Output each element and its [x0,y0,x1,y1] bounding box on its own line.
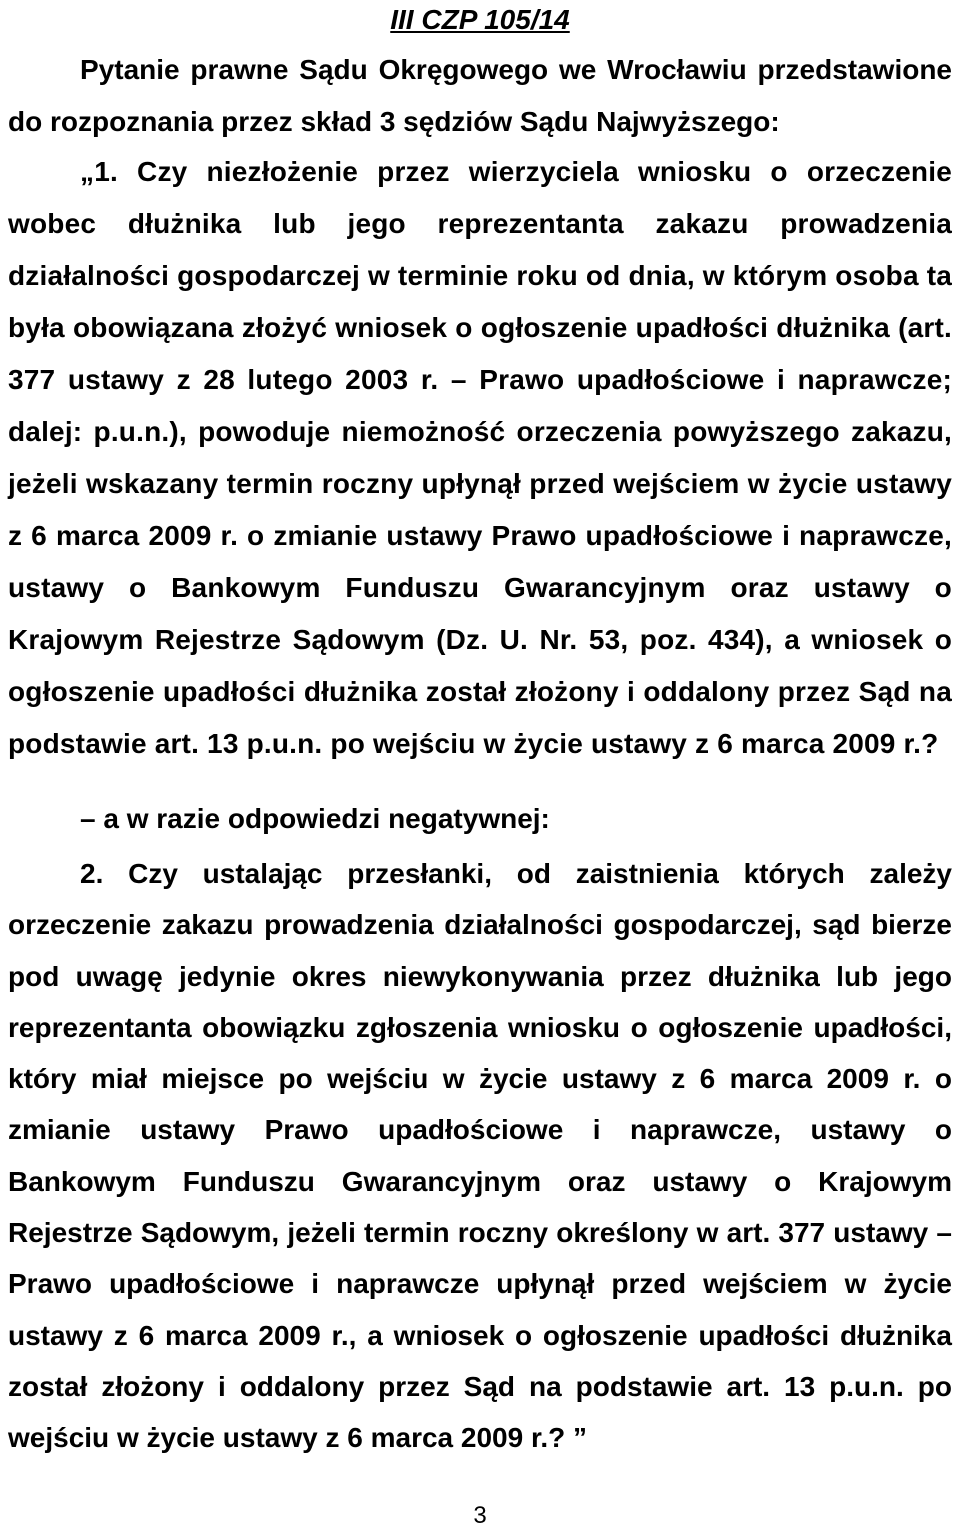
question-2-paragraph: 2. Czy ustalając przesłanki, od zaistnienia których zależy orzeczenie zakazu prowadzenia działalności gospodarczej, sąd bierze pod uwagę jedynie okres niewykonywania przez dłużnika lub jego reprezentanta obowiązku zgłoszenia wniosku o ogłoszenie upadłości, który miał miejsce po wejściu w życie ustawy z 6 marca 2009 r. o zmianie ustawy Prawo upadłościowe i naprawcze, ustawy o Bankowym Funduszu Gwarancyjnym oraz ustawy o Krajowym Rejestrze Sądowym, jeżeli termin roczny określony w art. 377 ustawy – Prawo upadłościowe i naprawcze upłynął przed wejściem w życie ustawy z 6 marca 2009 r., a wniosek o ogłoszenie upadłości dłużnika został złożony i oddalony przez Sąd na podstawie art. 13 p.u.n. po wejściu w życie ustawy z 6 marca 2009 r.? ” [8,858,952,1454]
page-number: 3 [473,1502,487,1529]
alternative-question-intro: – a w razie odpowiedzi negatywnej: [80,803,550,834]
question-1-paragraph [8,146,952,770]
question-1-text: „1. Czy niezłożenie przez wierzyciela wniosku o orzeczenie wobec dłużnika lub jego reprezentanta zakazu prowadzenia działalności gospodarczej w terminie roku od dnia, w którym osoba ta była obowiązana złożyć wniosek o ogłoszenie upadłości dłużnika (art. 377 ustawy z 28 lutego 2003 r. – Prawo upadłościowe i naprawcze; dalej: p.u.n.), powoduje niemożność orzeczenia powyższego zakazu, jeżeli wskazany termin roczny upłynął przed wejściem w życie ustawy z 6 marca 2009 r. o zmianie ustawy Prawo upadłościowe i naprawcze, ustawy o Bankowym Funduszu Gwarancyjnym oraz ustawy o Krajowym Rejestrze Sądowym (Dz. U. Nr. 53, poz. 434), a wniosek o ogłoszenie upadłości dłużnika został złożony i oddalony przez Sąd na podstawie art. 13 p.u.n. po wejściu w życie ustawy z 6 marca 2009 r.? [8,156,953,759]
intro-paragraph: Pytanie prawne Sądu Okręgowego we Wrocławiu przedstawione do rozpoznania przez skład 3 sędziów Sądu Najwyższego: [8,54,952,137]
case-number-heading: III CZP 105/14 [390,4,570,35]
